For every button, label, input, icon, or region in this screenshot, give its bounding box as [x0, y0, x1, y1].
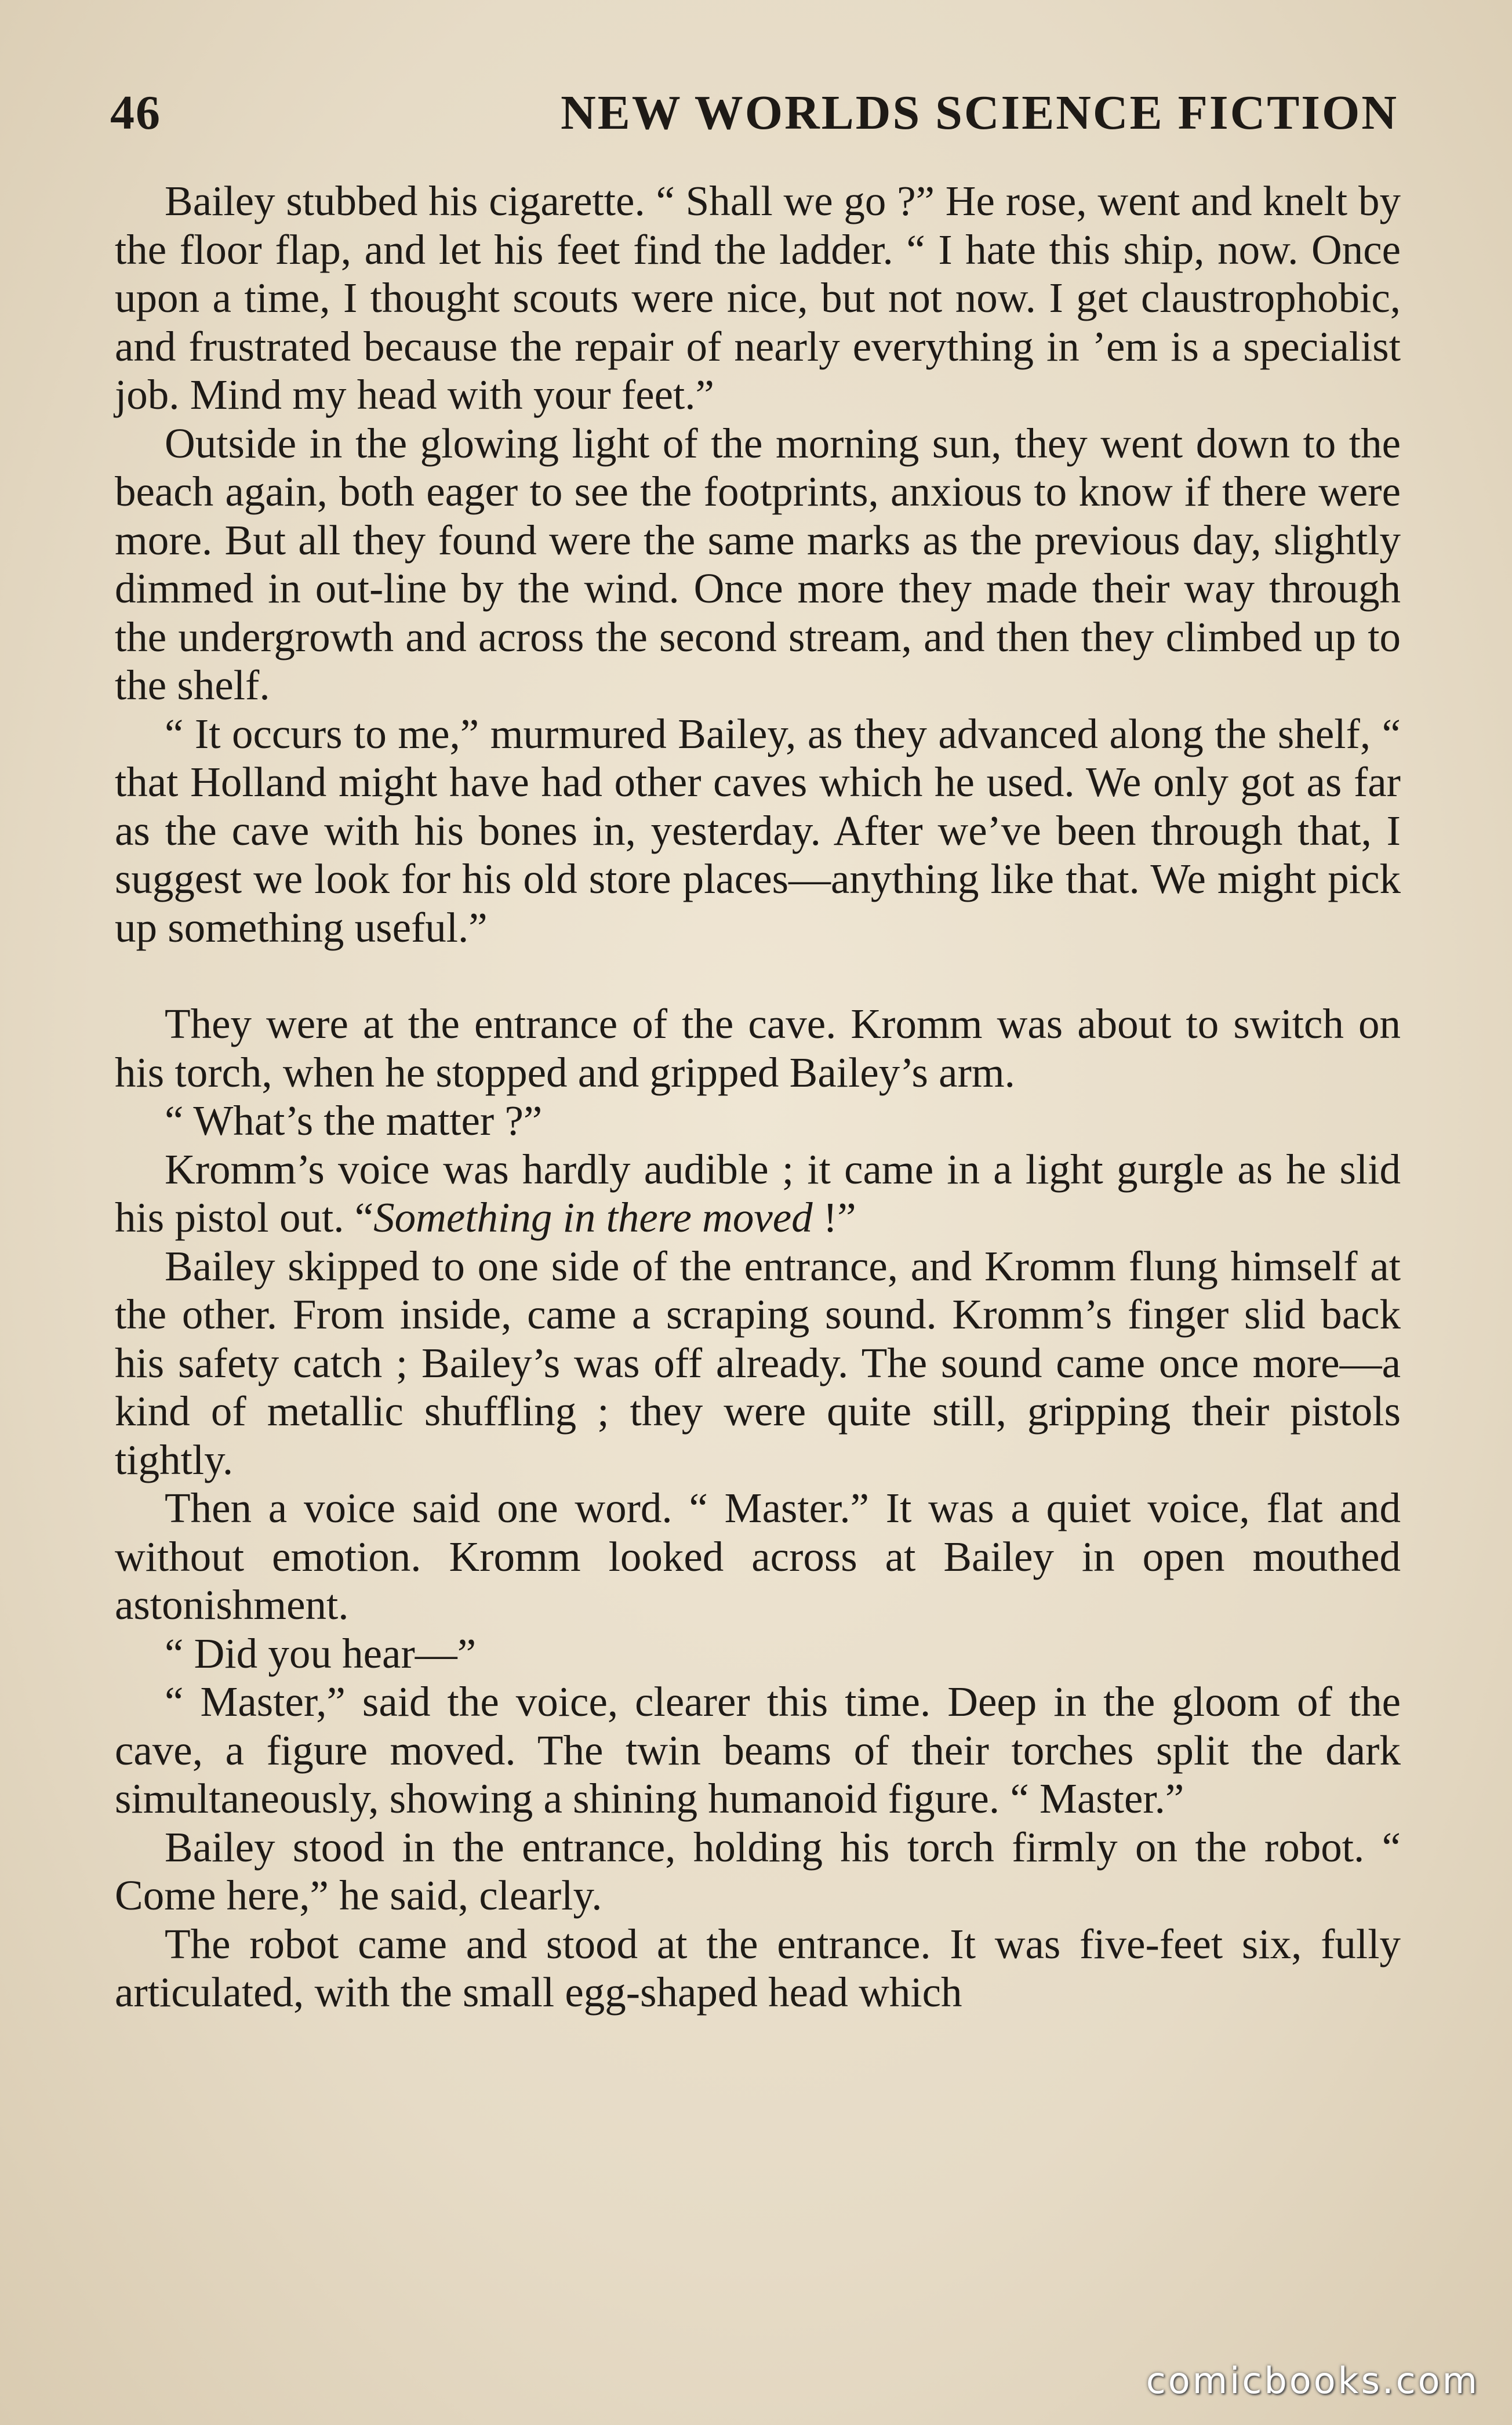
paragraph: They were at the entrance of the cave. Kromm was about to switch on his torch, when he stopped and gripped Bailey’s arm. [115, 1000, 1401, 1096]
page-number: 46 [110, 86, 161, 140]
body-text [115, 177, 1401, 2017]
paragraph: Then a voice said one word. “ Master.” It was a quiet voice, flat and without emotion. Kromm looked across at Bailey in open mouthed astonishment. [115, 1484, 1401, 1628]
page-header [110, 81, 1398, 145]
paragraph: “ Master,” said the voice, clearer this time. Deep in the gloom of the cave, a figure moved. The twin beams of their torches split the dark simultaneously, showing a shining humanoid figure. “ Master.” [115, 1678, 1401, 1822]
paragraph: Bailey stood in the entrance, holding his torch firmly on the robot. “ Come here,” he said, clearly. [115, 1823, 1401, 1919]
paragraph-text: Kromm’s voice was hardly audible ; it came in a light gurgle as he slid his pistol out. “ [115, 1145, 1401, 1241]
paragraph: “ Did you hear—” [165, 1629, 477, 1677]
paragraph: Bailey skipped to one side of the entrance, and Kromm flung himself at the other. From inside, came a scraping sound. Kromm’s finger slid back his safety catch ; Bailey’s was off already. The sound came once more—a kind of metallic shuffling ; they were quite still, gripping their pistols tightly. [115, 1242, 1401, 1483]
paragraph: Bailey stubbed his cigarette. “ Shall we go ?” He rose, went and knelt by the floor flap, and let his feet find the ladder. “ I hate this ship, now. Once upon a time, I thought scouts were nice, but not now. I get claustrophobic, and frustrated because the repair of nearly everything in ’em is a specialist job. Mind my head with your feet.” [115, 177, 1401, 418]
paragraph: “ It occurs to me,” murmured Bailey, as they advanced along the shelf, “ that Holland might have had other caves which he used. We only got as far as the cave with his bones in, yesterday. After we’ve been through that, I suggest we look for his old store places—anything like that. We might pick up something useful.” [115, 710, 1401, 951]
paragraph: The robot came and stood at the entrance. It was five-feet six, fully articulated, with the small egg-shaped head which [115, 1920, 1401, 2016]
paragraph: Outside in the glowing light of the morning sun, they went down to the beach again, both eager to see the footprints, anxious to know if there were more. But all they found were the same marks as the previous day, slightly dimmed in out-line by the wind. Once more they made their way through the undergrowth and across the second stream, and then they climbed up to the shelf. [115, 419, 1401, 709]
paragraph: “ What’s the matter ?” [165, 1097, 543, 1144]
paragraph [115, 1145, 1401, 1242]
italic-emphasis: Something in there moved [373, 1194, 813, 1241]
watermark: comicbooks.com [1146, 2359, 1480, 2402]
running-head: NEW WORLDS SCIENCE FICTION [561, 86, 1398, 140]
paragraph-text-close: !” [812, 1194, 856, 1241]
